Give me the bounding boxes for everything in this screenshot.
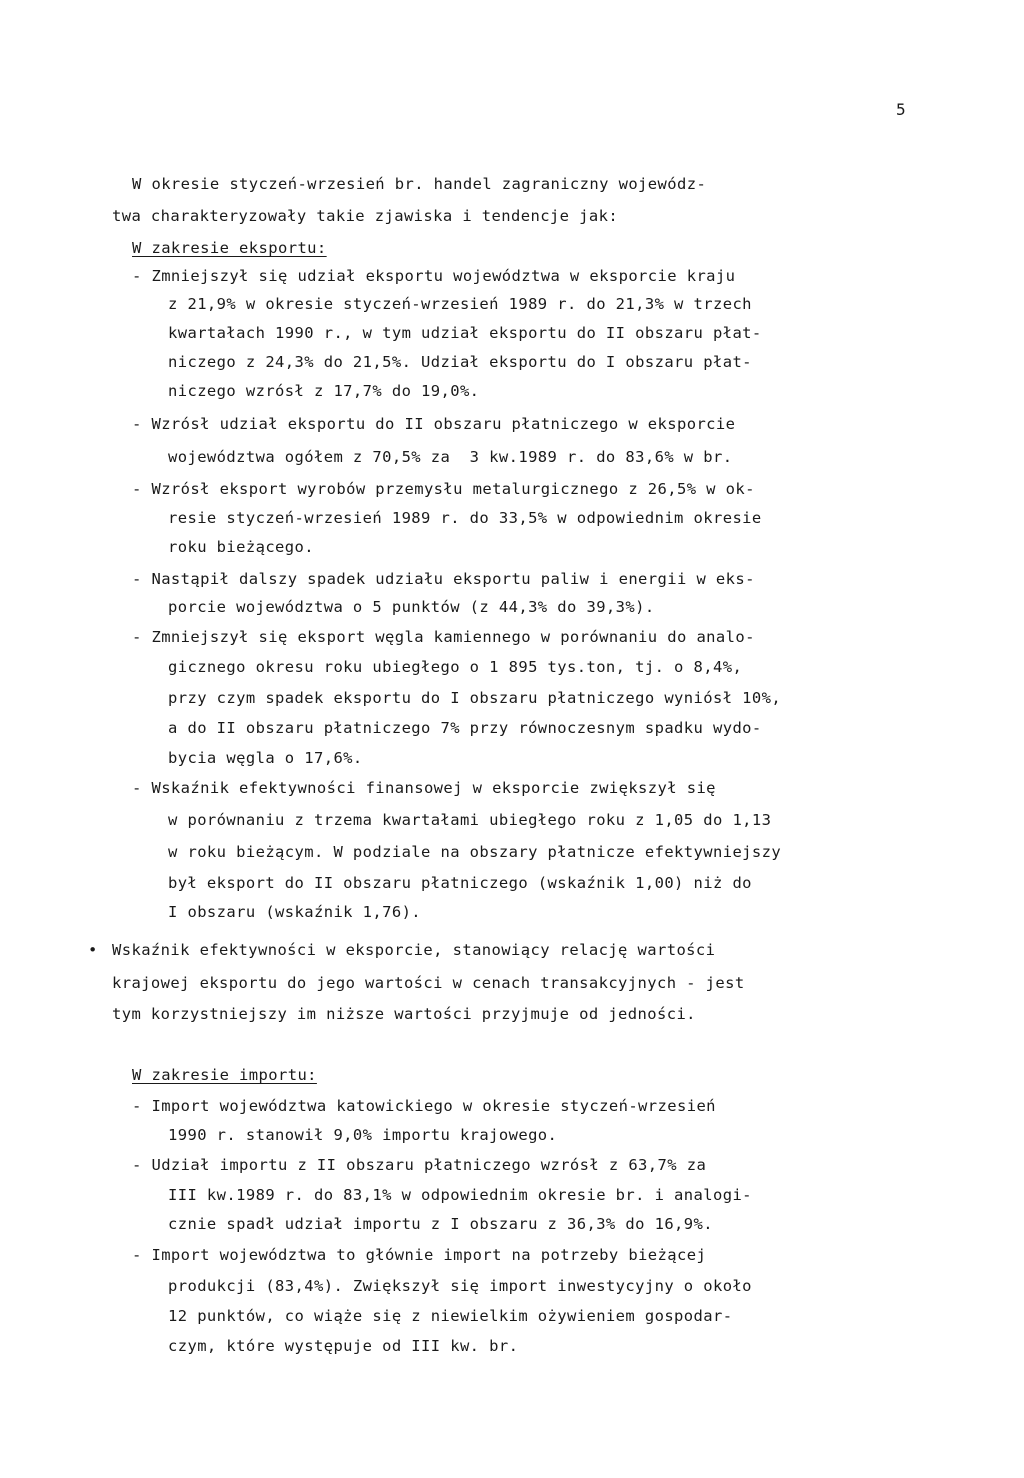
footnote-line: tym korzystniejszy im niższe wartości przyjmuje od jedności. (112, 1005, 696, 1023)
export-line: gicznego okresu roku ubiegłego o 1 895 tys.ton, tj. o 8,4%, (168, 658, 743, 676)
import-line: - Udział importu z II obszaru płatniczego wzrósł z 63,7% za (132, 1156, 707, 1174)
export-line: a do II obszaru płatniczego 7% przy równoczesnym spadku wydo- (168, 719, 762, 737)
import-line: produkcji (83,4%). Zwiększył się import inwestycyjny o około (168, 1277, 752, 1295)
export-line: - Zmniejszył się eksport węgla kamiennego w porównaniu do analo- (132, 628, 755, 646)
import-line: czym, które występuje od III kw. br. (168, 1337, 519, 1355)
export-line: województwa ogółem z 70,5% za 3 kw.1989 r. do 83,6% w br. (168, 448, 733, 466)
footnote-line: krajowej eksportu do jego wartości w cenach transakcyjnych - jest (112, 974, 745, 992)
import-heading: W zakresie importu: (132, 1066, 317, 1084)
export-line: w porównaniu z trzema kwartałami ubiegłego roku z 1,05 do 1,13 (168, 811, 772, 829)
export-line: roku bieżącego. (168, 538, 314, 556)
import-line: - Import województwa to głównie import na potrzeby bieżącej (132, 1246, 707, 1264)
intro-line: twa charakteryzowały takie zjawiska i tendencje jak: (112, 207, 619, 225)
export-line: resie styczeń-wrzesień 1989 r. do 33,5% w odpowiednim okresie (168, 509, 762, 527)
import-line: cznie spadł udział importu z I obszaru z 36,3% do 16,9%. (168, 1215, 713, 1233)
export-line: - Wzrósł eksport wyrobów przemysłu metalurgicznego z 26,5% w ok- (132, 480, 755, 498)
import-line: - Import województwa katowickiego w okresie styczeń-wrzesień (132, 1097, 716, 1115)
export-line: kwartałach 1990 r., w tym udział eksportu do II obszaru płat- (168, 324, 762, 342)
export-line: - Wskaźnik efektywności finansowej w eksporcie zwiększył się (132, 779, 716, 797)
export-line: porcie województwa o 5 punktów (z 44,3% do 39,3%). (168, 598, 655, 616)
export-line: - Nastąpił dalszy spadek udziału eksportu paliw i energii w eks- (132, 570, 755, 588)
export-line: był eksport do II obszaru płatniczego (wskaźnik 1,00) niż do (168, 874, 752, 892)
export-line: w roku bieżącym. W podziale na obszary płatnicze efektywniejszy (168, 843, 782, 861)
export-heading: W zakresie eksportu: (132, 239, 327, 257)
export-line: niczego wzrósł z 17,7% do 19,0%. (168, 382, 480, 400)
footnote-marker: • (88, 941, 98, 959)
export-line: przy czym spadek eksportu do I obszaru płatniczego wyniósł 10%, (168, 689, 782, 707)
export-line: I obszaru (wskaźnik 1,76). (168, 903, 422, 921)
import-line: 12 punktów, co wiąże się z niewielkim ożywieniem gospodar- (168, 1307, 733, 1325)
import-line: III kw.1989 r. do 83,1% w odpowiednim okresie br. i analogi- (168, 1186, 752, 1204)
export-line: bycia węgla o 17,6%. (168, 749, 363, 767)
footnote-line: Wskaźnik efektywności w eksporcie, stanowiący relację wartości (112, 941, 716, 959)
export-line: niczego z 24,3% do 21,5%. Udział eksportu do I obszaru płat- (168, 353, 752, 371)
intro-line: W okresie styczeń-wrzesień br. handel zagraniczny wojewódz- (132, 175, 707, 193)
page-number: 5 (896, 100, 906, 119)
export-line: - Wzrósł udział eksportu do II obszaru płatniczego w eksporcie (132, 415, 736, 433)
export-line: - Zmniejszył się udział eksportu województwa w eksporcie kraju (132, 267, 736, 285)
import-line: 1990 r. stanowił 9,0% importu krajowego. (168, 1126, 558, 1144)
export-line: z 21,9% w okresie styczeń-wrzesień 1989 r. do 21,3% w trzech (168, 295, 752, 313)
